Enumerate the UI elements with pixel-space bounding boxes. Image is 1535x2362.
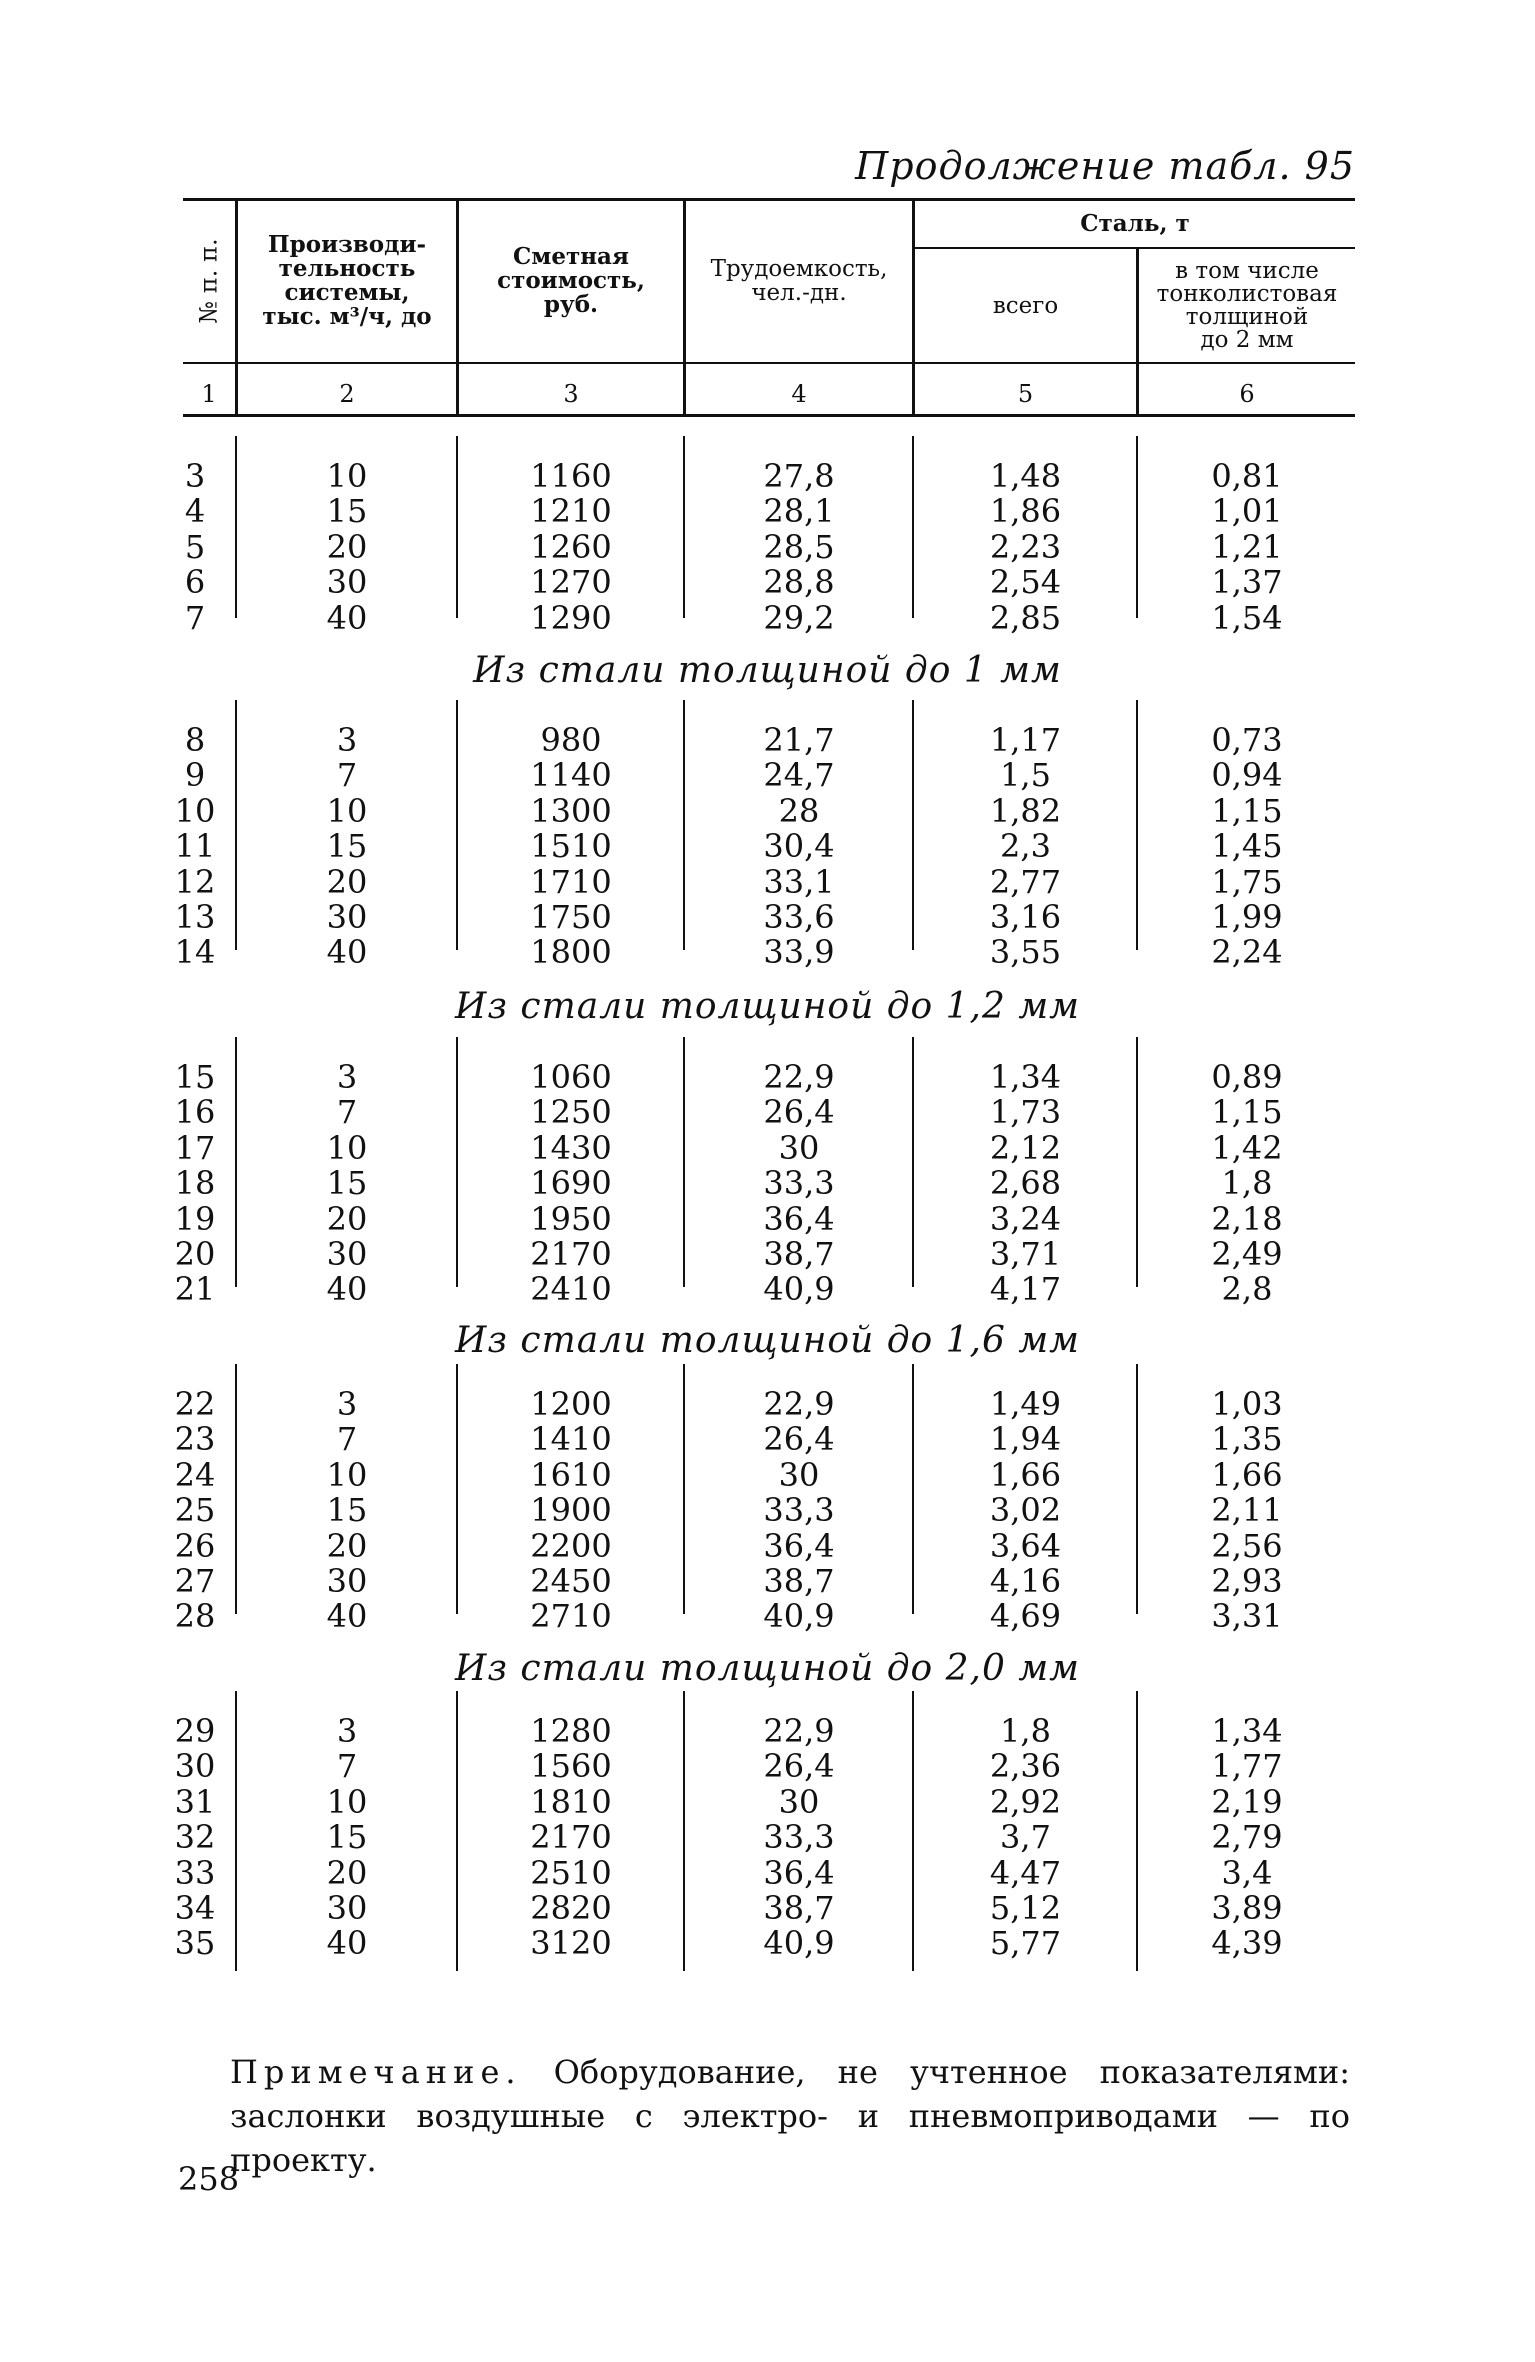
table-cell-col4: 30 [778, 1128, 820, 1167]
table-cell-col1: 3 [184, 457, 206, 495]
table-cell-col4: 40,9 [763, 1597, 835, 1636]
table-cell-col2: 10 [326, 1128, 368, 1167]
section-title: Из стали толщиной до 1 мм [473, 650, 1062, 691]
table-cell-col1: 22 [174, 1385, 216, 1423]
table-row [0, 934, 1535, 970]
table-row [0, 1819, 1535, 1855]
table-cell-col6: 0,73 [1211, 721, 1283, 759]
header-col3: Сметная стоимость, руб. [497, 243, 645, 318]
table-cell-col3: 2200 [530, 1526, 612, 1565]
table-cell-col5: 3,71 [989, 1235, 1062, 1273]
table-cell-col3: 1200 [530, 1385, 612, 1423]
table-row [0, 1130, 1535, 1166]
table-cell-col3: 1410 [530, 1420, 612, 1459]
table-cell-col6: 1,34 [1211, 1712, 1283, 1750]
table-cell-col2: 40 [326, 598, 368, 637]
table-cell-col4: 28,1 [763, 492, 835, 531]
table-cell-col1: 6 [184, 563, 206, 602]
table-cell-col4: 22,9 [763, 1058, 835, 1096]
table-row [0, 564, 1535, 600]
table-cell-col3: 1610 [530, 1455, 612, 1494]
table-cell-col5: 1,48 [989, 457, 1062, 495]
table-cell-col6: 2,79 [1211, 1818, 1283, 1857]
table-cell-col5: 1,66 [989, 1455, 1062, 1494]
table-cell-col1: 7 [184, 598, 206, 637]
table-cell-col5: 1,94 [989, 1420, 1062, 1459]
table-cell-col2: 30 [326, 1235, 368, 1273]
table-cell-col4: 22,9 [763, 1385, 835, 1423]
table-cell-col3: 1510 [530, 827, 612, 866]
table-cell-col2: 15 [326, 492, 368, 531]
note-lead: Примечание. [230, 2053, 522, 2091]
table-cell-col1: 18 [174, 1164, 216, 1203]
table-cell-col2: 30 [326, 1889, 368, 1927]
table-cell-col4: 28 [778, 791, 820, 830]
table-cell-col2: 7 [336, 1093, 358, 1132]
page-number: 258 [178, 2160, 240, 2198]
table-cell-col6: 2,56 [1211, 1526, 1283, 1565]
table-row [0, 1094, 1535, 1130]
table-cell-col4: 33,6 [763, 898, 835, 936]
table-cell-col4: 38,7 [763, 1235, 835, 1273]
table-cell-col3: 2820 [530, 1889, 612, 1927]
table-cell-col3: 2510 [530, 1853, 612, 1892]
table-cell-col5: 3,55 [989, 933, 1062, 972]
table-cell-col6: 1,21 [1211, 527, 1283, 566]
table-cell-col4: 36,4 [763, 1853, 835, 1892]
table-cell-col4: 38,7 [763, 1889, 835, 1927]
table-row [0, 493, 1535, 529]
table-cell-col6: 1,42 [1211, 1128, 1283, 1167]
table-cell-col4: 24,7 [763, 756, 835, 795]
table-cell-col6: 2,24 [1211, 933, 1283, 972]
table-cell-col4: 21,7 [763, 721, 835, 759]
table-cell-col2: 10 [326, 457, 368, 495]
table-cell-col5: 1,17 [989, 721, 1062, 759]
table-cell-col1: 24 [174, 1455, 216, 1494]
table-row [0, 529, 1535, 565]
table-cell-col5: 2,36 [989, 1747, 1062, 1786]
table-cell-col5: 2,23 [989, 527, 1062, 566]
table-cell-col3: 2170 [530, 1818, 612, 1857]
table-cell-col1: 34 [174, 1889, 216, 1927]
table-cell-col3: 1210 [530, 492, 612, 531]
table-cell-col4: 36,4 [763, 1199, 835, 1238]
table-cell-col6: 2,19 [1211, 1782, 1283, 1821]
table-cell-col2: 30 [326, 563, 368, 602]
table-cell-col2: 7 [336, 756, 358, 795]
table-cell-col5: 2,54 [989, 563, 1062, 602]
table-cell-col1: 21 [174, 1270, 216, 1309]
table-cell-col5: 2,85 [989, 598, 1062, 637]
table-cell-col2: 3 [336, 1058, 358, 1096]
table-cell-col4: 33,1 [763, 862, 835, 901]
table-cell-col2: 40 [326, 933, 368, 972]
table-cell-col6: 0,89 [1211, 1058, 1283, 1096]
table-row [0, 1236, 1535, 1272]
table-row [0, 1563, 1535, 1599]
table-cell-col5: 4,69 [989, 1597, 1062, 1636]
table-cell-col1: 15 [174, 1058, 216, 1096]
note-text: Оборудование, не учтенное показателями: заслонки воздушные с электро- и пневмоприводами — по проекту. [230, 2053, 1350, 2179]
table-cell-col1: 9 [184, 756, 206, 795]
table-cell-col5: 3,64 [989, 1526, 1062, 1565]
table-cell-col2: 10 [326, 1782, 368, 1821]
table-cell-col4: 40,9 [763, 1270, 835, 1309]
table-cell-col5: 1,86 [989, 492, 1062, 531]
table-cell-col4: 26,4 [763, 1420, 835, 1459]
table-cell-col5: 2,77 [989, 862, 1062, 901]
table-cell-col6: 2,18 [1211, 1199, 1283, 1238]
table-cell-col4: 33,3 [763, 1164, 835, 1203]
table-cell-col6: 4,39 [1211, 1924, 1283, 1963]
table-row [0, 1925, 1535, 1961]
table-row [0, 1528, 1535, 1564]
table-cell-col4: 22,9 [763, 1712, 835, 1750]
table-cell-col3: 980 [540, 721, 602, 759]
table-cell-col1: 11 [174, 827, 216, 866]
table-cell-col1: 31 [174, 1782, 216, 1821]
table-cell-col6: 0,81 [1211, 457, 1283, 495]
table-cell-col1: 26 [174, 1526, 216, 1565]
table-row [0, 899, 1535, 935]
table-row [0, 1492, 1535, 1528]
table-cell-col3: 1250 [530, 1093, 612, 1132]
table-row [0, 1598, 1535, 1634]
table-cell-col3: 1060 [530, 1058, 612, 1096]
table-cell-col6: 1,15 [1211, 1093, 1283, 1132]
table-cell-col2: 15 [326, 1164, 368, 1203]
table-cell-col1: 4 [184, 492, 206, 531]
table-row [0, 793, 1535, 829]
table-caption: Продолжение табл. 95 [855, 144, 1355, 188]
table-cell-col4: 33,9 [763, 933, 835, 972]
table-cell-col5: 2,12 [989, 1128, 1062, 1167]
table-cell-col4: 30 [778, 1455, 820, 1494]
table-cell-col5: 4,17 [989, 1270, 1062, 1309]
table-cell-col5: 5,77 [989, 1924, 1062, 1963]
table-cell-col3: 2170 [530, 1235, 612, 1273]
section-title: Из стали толщиной до 1,6 мм [454, 1320, 1081, 1361]
table-cell-col4: 27,8 [763, 457, 835, 495]
table-row [0, 600, 1535, 636]
table-row [0, 1748, 1535, 1784]
colnum-5: 5 [1017, 380, 1034, 408]
table-cell-col3: 2410 [530, 1270, 612, 1309]
table-cell-col1: 13 [174, 898, 216, 936]
header-col6: в том числе тонколистовая толщиной до 2 мм [1156, 257, 1338, 353]
table-cell-col1: 30 [174, 1747, 216, 1786]
table-row [0, 1855, 1535, 1891]
table-cell-col1: 28 [174, 1597, 216, 1636]
table-row [0, 1421, 1535, 1457]
table-cell-col2: 15 [326, 1818, 368, 1857]
table-cell-col3: 1950 [530, 1199, 612, 1238]
table-cell-col5: 5,12 [989, 1889, 1062, 1927]
table-cell-col6: 3,4 [1221, 1853, 1273, 1892]
table-cell-col3: 1900 [530, 1491, 612, 1530]
table-cell-col4: 33,3 [763, 1491, 835, 1530]
colnum-6: 6 [1239, 380, 1255, 408]
table-cell-col4: 29,2 [763, 598, 835, 637]
colnum-3: 3 [563, 380, 579, 408]
numbers-bottom-rule [183, 414, 1355, 417]
table-cell-col3: 1260 [530, 527, 612, 566]
table-cell-col6: 3,89 [1211, 1889, 1283, 1927]
table-cell-col6: 0,94 [1211, 756, 1283, 795]
table-cell-col4: 28,8 [763, 563, 835, 602]
section-title: Из стали толщиной до 2,0 мм [454, 1648, 1081, 1689]
table-cell-col5: 1,5 [1000, 756, 1051, 795]
table-cell-col5: 3,24 [989, 1199, 1062, 1238]
colnum-4: 4 [791, 380, 807, 408]
table-row [0, 722, 1535, 758]
header-steel-group: Сталь, т [1080, 209, 1190, 237]
table-row [0, 828, 1535, 864]
table-cell-col6: 3,31 [1211, 1597, 1283, 1636]
table-cell-col2: 20 [326, 862, 368, 901]
table-cell-col2: 15 [326, 827, 368, 866]
colnum-2: 2 [339, 380, 355, 408]
table-cell-col3: 1750 [530, 898, 612, 936]
header-col1-label: № п. п. [195, 238, 223, 324]
table-cell-col6: 1,54 [1211, 598, 1283, 637]
table-cell-col4: 33,3 [763, 1818, 835, 1857]
table-cell-col1: 35 [174, 1924, 216, 1963]
table-cell-col1: 16 [174, 1093, 216, 1132]
table-cell-col2: 40 [326, 1924, 368, 1963]
header-bottom-rule [183, 362, 1355, 364]
table-cell-col3: 1810 [530, 1782, 612, 1821]
table-cell-col2: 20 [326, 527, 368, 566]
table-cell-col3: 1430 [530, 1128, 612, 1167]
table-cell-col4: 28,5 [763, 527, 835, 566]
table-cell-col2: 40 [326, 1597, 368, 1636]
table-cell-col2: 20 [326, 1199, 368, 1238]
table-cell-col2: 15 [326, 1491, 368, 1530]
table-cell-col5: 1,73 [989, 1093, 1062, 1132]
table-cell-col3: 1160 [530, 457, 612, 495]
table-cell-col6: 1,99 [1211, 898, 1283, 936]
table-cell-col2: 20 [326, 1526, 368, 1565]
table-cell-col6: 2,11 [1211, 1491, 1283, 1530]
table-cell-col1: 17 [174, 1128, 216, 1167]
table-cell-col3: 2710 [530, 1597, 612, 1636]
table-cell-col1: 10 [174, 791, 216, 830]
table-cell-col3: 1290 [530, 598, 612, 637]
table-cell-col6: 1,75 [1211, 862, 1283, 901]
table-cell-col1: 29 [174, 1712, 216, 1750]
table-row [0, 458, 1535, 494]
table-cell-col5: 1,34 [989, 1058, 1062, 1096]
table-cell-col2: 40 [326, 1270, 368, 1309]
table-cell-col2: 30 [326, 1562, 368, 1600]
table-note [230, 2050, 1350, 2182]
table-cell-col1: 27 [174, 1562, 216, 1600]
table-cell-col1: 33 [174, 1853, 216, 1892]
table-row [0, 1059, 1535, 1095]
table-row [0, 1165, 1535, 1201]
table-cell-col4: 30 [778, 1782, 820, 1821]
table-cell-col5: 4,47 [989, 1853, 1062, 1892]
table-cell-col4: 30,4 [763, 827, 835, 866]
table-cell-col4: 26,4 [763, 1093, 835, 1132]
colnum-1: 1 [201, 380, 217, 408]
table-cell-col6: 1,35 [1211, 1420, 1283, 1459]
table-cell-col2: 3 [336, 1385, 358, 1423]
table-row [0, 1713, 1535, 1749]
table-cell-col5: 3,7 [1000, 1818, 1051, 1857]
table-cell-col6: 1,03 [1211, 1385, 1283, 1423]
table-row [0, 757, 1535, 793]
table-cell-col6: 2,49 [1211, 1235, 1283, 1273]
table-cell-col4: 36,4 [763, 1526, 835, 1565]
table-cell-col6: 1,45 [1211, 827, 1283, 866]
table-cell-col5: 1,82 [989, 791, 1062, 830]
header-col4: Трудоемкость, чел.-дн. [710, 256, 888, 306]
table-row [0, 1890, 1535, 1926]
table-cell-col1: 19 [174, 1199, 216, 1238]
table-cell-col1: 25 [174, 1491, 216, 1530]
section-title: Из стали толщиной до 1,2 мм [454, 986, 1081, 1027]
table-cell-col6: 2,93 [1211, 1562, 1283, 1600]
table-cell-col3: 1140 [530, 756, 612, 795]
table-cell-col2: 10 [326, 1455, 368, 1494]
table-cell-col1: 5 [184, 527, 206, 566]
table-cell-col2: 7 [336, 1747, 358, 1786]
header-col5: всего [992, 292, 1059, 319]
table-row [0, 1784, 1535, 1820]
table-cell-col5: 1,49 [989, 1385, 1062, 1423]
table-row [0, 1201, 1535, 1237]
table-row [0, 1386, 1535, 1422]
table-cell-col5: 1,8 [1000, 1712, 1051, 1750]
table-cell-col5: 2,3 [1000, 827, 1051, 866]
table-cell-col5: 4,16 [989, 1562, 1062, 1600]
table-cell-col1: 14 [174, 933, 216, 972]
table-cell-col4: 26,4 [763, 1747, 835, 1786]
table-cell-col5: 2,68 [989, 1164, 1062, 1203]
table-cell-col3: 1270 [530, 563, 612, 602]
table-cell-col2: 7 [336, 1420, 358, 1459]
table-cell-col5: 3,16 [989, 898, 1062, 936]
table-cell-col6: 2,8 [1221, 1270, 1273, 1309]
table-cell-col3: 1800 [530, 933, 612, 972]
table-cell-col6: 1,37 [1211, 563, 1283, 602]
table-cell-col2: 20 [326, 1853, 368, 1892]
header-col1 [183, 200, 235, 362]
table-cell-col6: 1,77 [1211, 1747, 1283, 1786]
table-cell-col4: 40,9 [763, 1924, 835, 1963]
table-cell-col1: 20 [174, 1235, 216, 1273]
table-cell-col3: 1560 [530, 1747, 612, 1786]
table-cell-col3: 3120 [530, 1924, 612, 1963]
table-cell-col2: 3 [336, 1712, 358, 1750]
table-cell-col3: 1300 [530, 791, 612, 830]
table-cell-col2: 30 [326, 898, 368, 936]
table-cell-col3: 1690 [530, 1164, 612, 1203]
table-cell-col3: 1280 [530, 1712, 612, 1750]
table-cell-col6: 1,8 [1221, 1164, 1273, 1203]
table-cell-col1: 23 [174, 1420, 216, 1459]
table-cell-col6: 1,01 [1211, 492, 1283, 531]
table-cell-col5: 3,02 [989, 1491, 1062, 1530]
table-cell-col1: 32 [174, 1818, 216, 1857]
table-cell-col1: 8 [184, 721, 206, 759]
table-cell-col6: 1,15 [1211, 791, 1283, 830]
table-cell-col6: 1,66 [1211, 1455, 1283, 1494]
table-cell-col5: 2,92 [989, 1782, 1062, 1821]
table-row [0, 1271, 1535, 1307]
table-cell-col4: 38,7 [763, 1562, 835, 1600]
table-cell-col2: 3 [336, 721, 358, 759]
table-row [0, 1457, 1535, 1493]
table-cell-col3: 2450 [530, 1562, 612, 1600]
table-row [0, 864, 1535, 900]
table-cell-col1: 12 [174, 862, 216, 901]
header-col2: Производи- тельность системы, тыс. м³/ч, до [262, 231, 432, 330]
table-cell-col2: 10 [326, 791, 368, 830]
table-cell-col3: 1710 [530, 862, 612, 901]
